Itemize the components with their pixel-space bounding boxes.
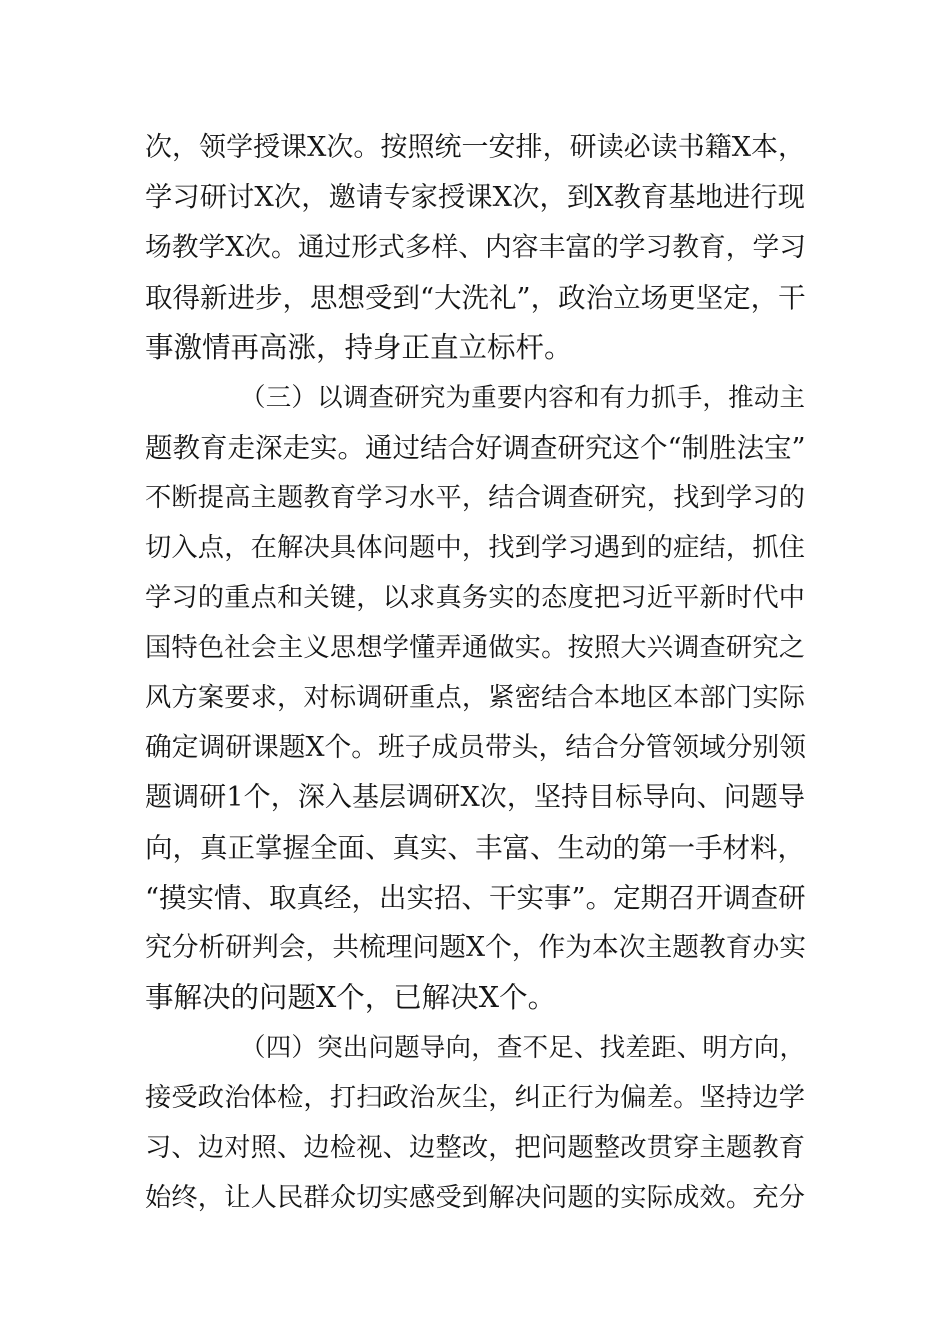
text-line: 不断提高主题教育学习水平，结合调查研究，找到学习的 bbox=[145, 483, 805, 513]
text-line: 题教育走深走实。通过结合好调查研究这个“制胜法宝” bbox=[145, 432, 806, 464]
text-line: 始终，让人民群众切实感受到解决问题的实际成效。充分 bbox=[145, 1183, 805, 1213]
text-line: 场教学X次。通过形式多样、内容丰富的学习教育，学习 bbox=[145, 232, 807, 263]
text-line: 学习的重点和关键，以求真务实的态度把习近平新时代中 bbox=[145, 583, 805, 613]
text-line: 事解决的问题X个，已解决X个。 bbox=[145, 981, 557, 1014]
text-line: 切入点，在解决具体问题中，找到学习遇到的症结，抓住 bbox=[145, 533, 805, 563]
text-line: “摸实情、取真经，出实招、干实事”。定期召开调查研 bbox=[145, 882, 806, 914]
text-line: 确定调研课题X个。班子成员带头，结合分管领域分别领 bbox=[145, 732, 807, 763]
text-line: 习、边对照、边检视、边整改，把问题整改贯穿主题教育 bbox=[145, 1133, 805, 1163]
text-line: 国特色社会主义思想学懂弄通做实。按照大兴调查研究之 bbox=[145, 633, 805, 663]
section-heading-4: （四）突出问题导向，查不足、找差距、明方向， bbox=[240, 1033, 805, 1063]
text-line: 题调研1个，深入基层调研X次，坚持目标导向、问题导 bbox=[145, 782, 805, 813]
text-line: 向，真正掌握全面、真实、丰富、生动的第一手材料， bbox=[145, 832, 805, 864]
text-line: 次，领学授课X次。按照统一安排，研读必读书籍X本， bbox=[145, 132, 805, 163]
text-line: 取得新进步，思想受到“大洗礼”，政治立场更坚定，干 bbox=[145, 282, 806, 314]
text-line: 风方案要求，对标调研重点，紧密结合本地区本部门实际 bbox=[145, 683, 805, 713]
text-line: 事激情再高涨，持身正直立标杆。 bbox=[145, 331, 573, 364]
section-heading-3: （三）以调查研究为重要内容和有力抓手，推动主 bbox=[240, 383, 805, 413]
text-line: 接受政治体检，打扫政治灰尘，纠正行为偏差。坚持边学 bbox=[145, 1083, 805, 1113]
text-line: 学习研讨X次，邀请专家授课X次，到X教育基地进行现 bbox=[145, 182, 805, 213]
text-line: 究分析研判会，共梳理问题X个，作为本次主题教育办实 bbox=[145, 932, 807, 963]
